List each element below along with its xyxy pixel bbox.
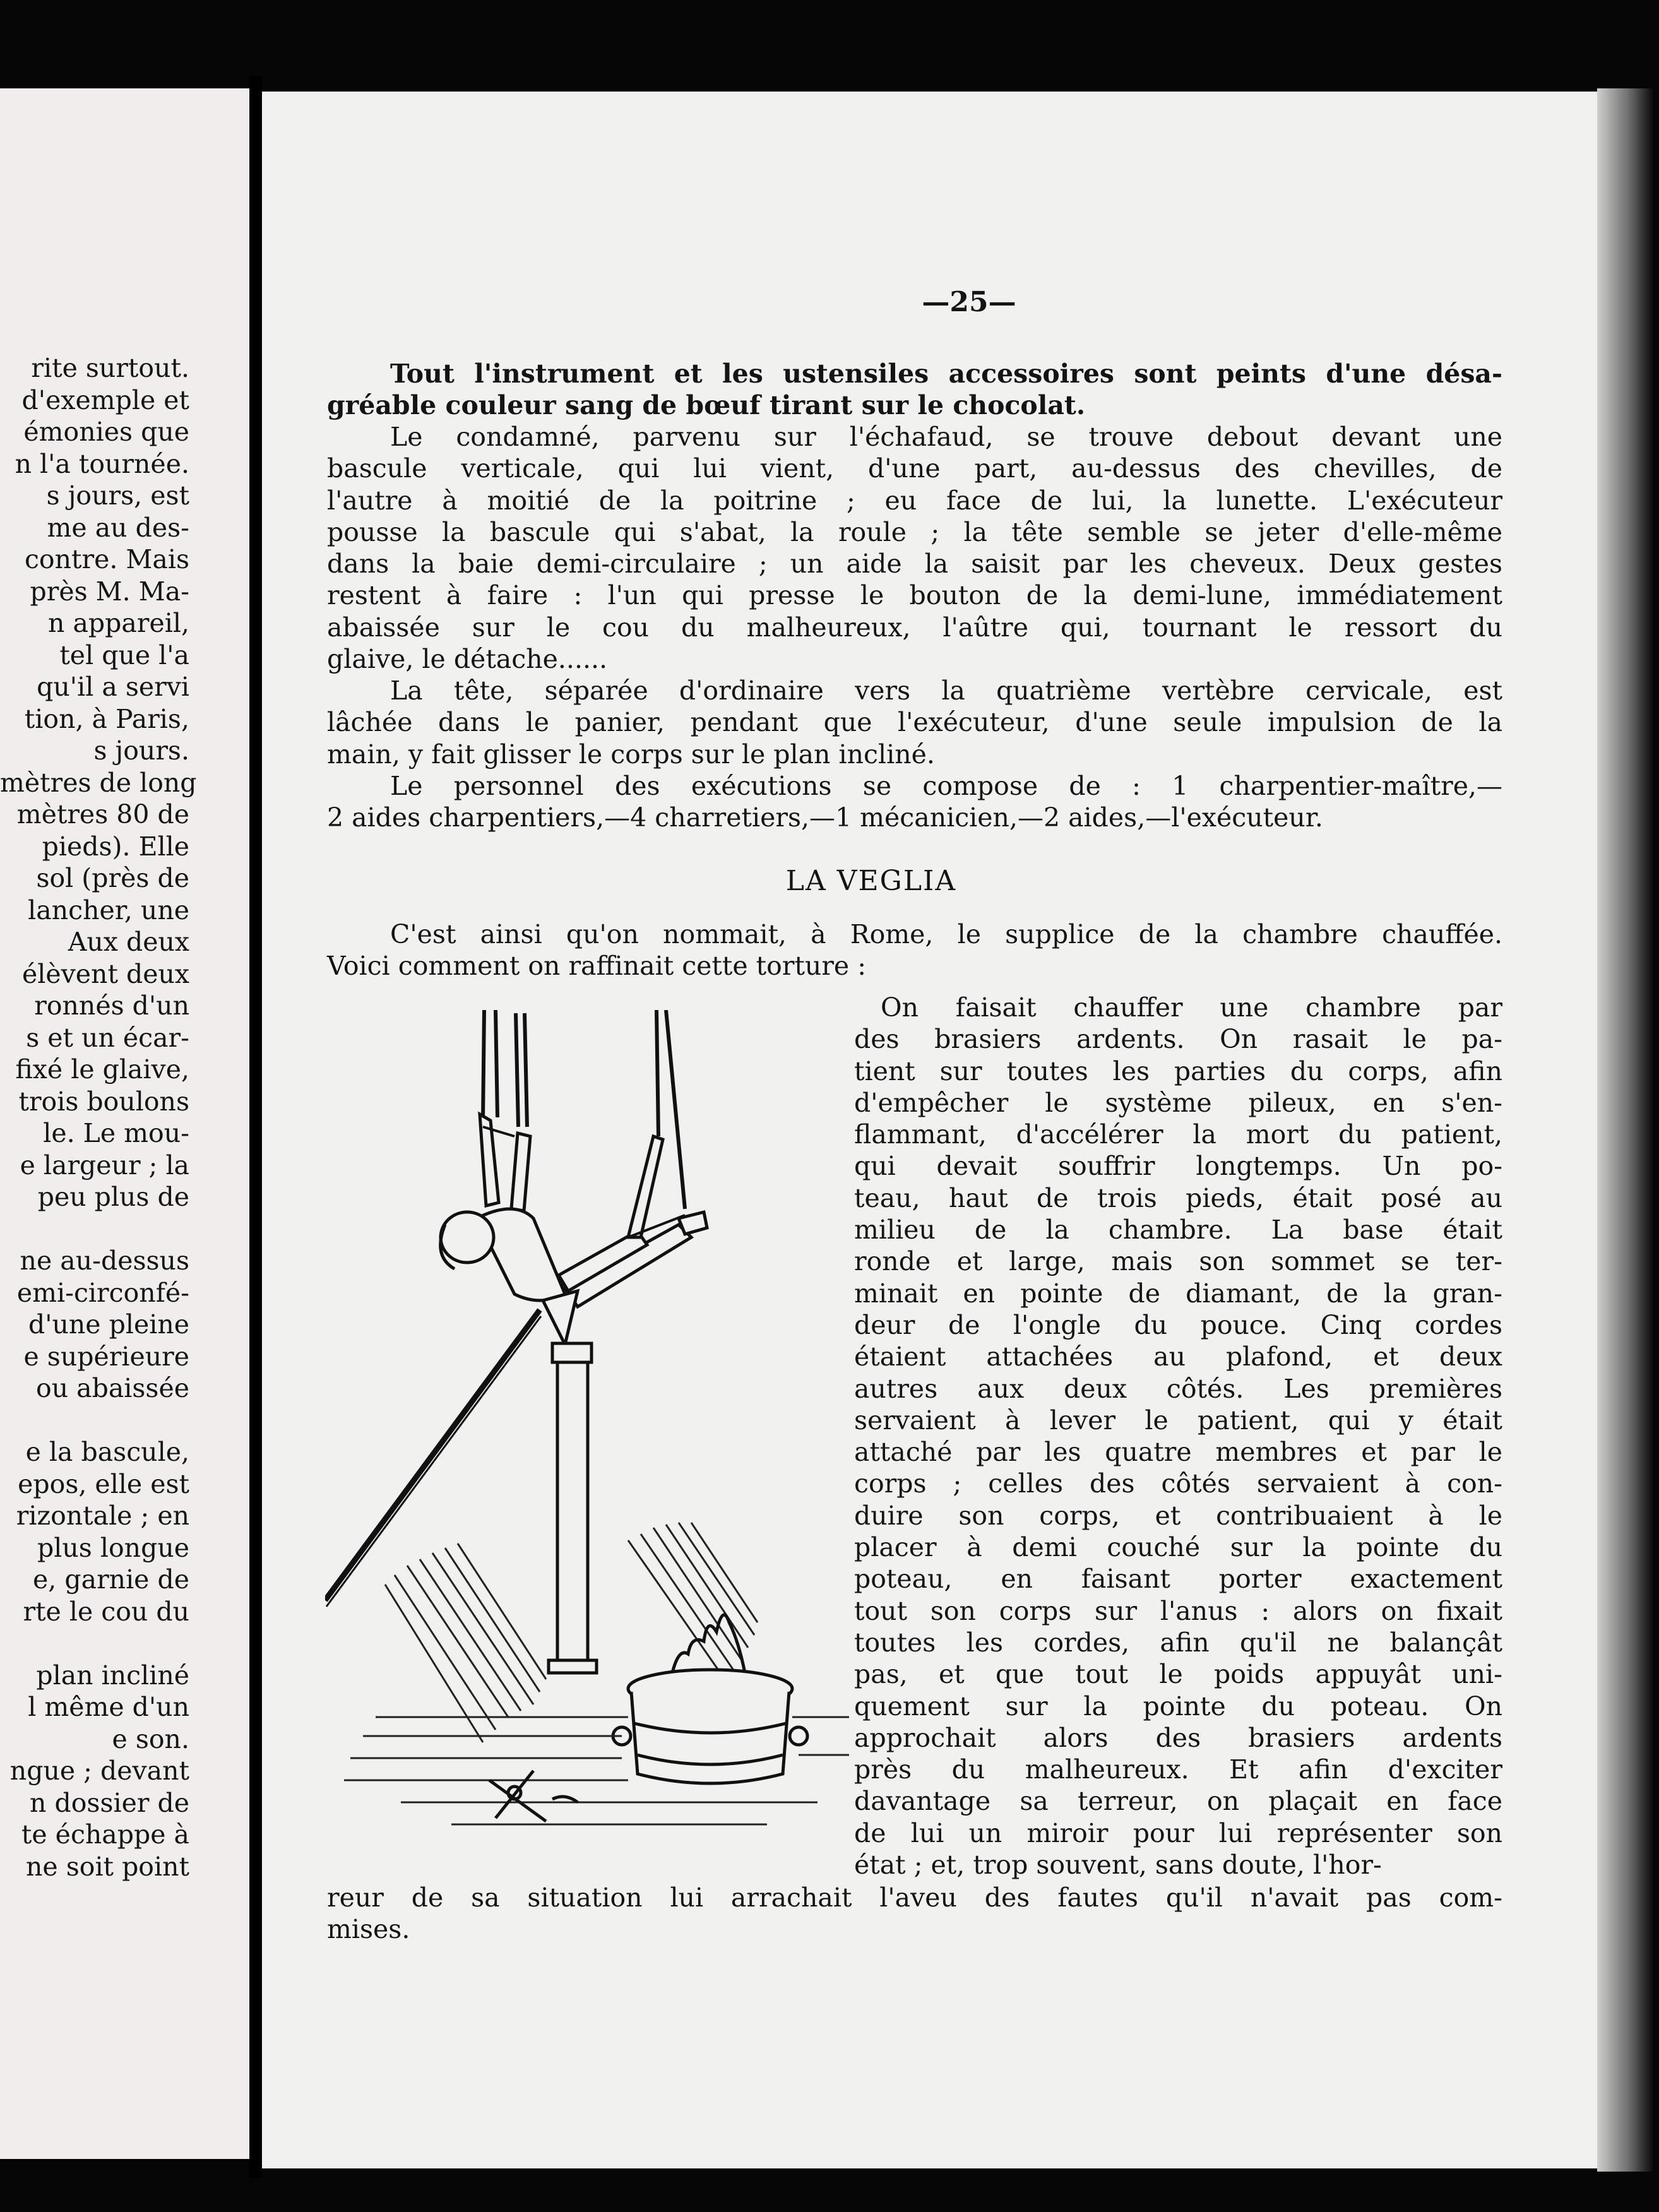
left-page-line: élèvent deux — [21, 958, 189, 989]
left-page-line: contre. Mais — [24, 544, 189, 574]
left-page-line: près M. Ma- — [30, 576, 189, 607]
text-line: Le condamné, parvenu sur l'échafaud, se trouve debout devant une — [390, 422, 1502, 452]
text-line: près du malheureux. Et afin d'exciter — [854, 1754, 1502, 1785]
text-line: autres aux deux côtés. Les premières — [854, 1373, 1502, 1404]
text-line: flammant, d'accélérer la mort du patient, — [854, 1119, 1502, 1150]
text-line: abaissée sur le cou du malheureux, l'aûtre qui, tournant le ressort du — [327, 612, 1502, 643]
text-line: pas, et que tout le poids appuyât uni- — [854, 1659, 1502, 1690]
left-page-line: e largeur ; la — [20, 1150, 189, 1180]
text-line: lâchée dans le panier, pendant que l'exécuteur, d'une seule impulsion de la — [327, 707, 1502, 738]
left-page-line: le. Le mou- — [43, 1118, 189, 1148]
text-line: main, y fait glisser le corps sur le plan incliné. — [327, 739, 935, 770]
text-line: ronde et large, mais son sommet se ter- — [854, 1246, 1502, 1277]
paragraph-veglia-ending — [327, 1882, 1502, 1946]
text-line: C'est ainsi qu'on nommait, à Rome, le supplice de la chambre chauffée. — [390, 919, 1502, 949]
paragraph-intro-veglia — [327, 919, 1502, 982]
left-page-line: d'une pleine — [28, 1309, 189, 1340]
left-page-line: e supérieure — [23, 1341, 189, 1372]
left-page-line: ronnés d'un — [34, 990, 189, 1021]
left-page-line: ne soit point — [26, 1851, 189, 1882]
tongs — [489, 1771, 578, 1821]
text-line: l'autre à moitié de la poitrine ; eu face de lui, la lunette. L'exécuteur — [327, 485, 1502, 516]
text-line: minait en pointe de diamant, de la gran- — [854, 1278, 1502, 1309]
paragraph-personnel — [327, 770, 1502, 834]
left-page-line: n dossier de — [30, 1787, 189, 1818]
book-gutter — [249, 76, 262, 2178]
text-line: étaient attachées au plafond, et deux — [854, 1341, 1502, 1372]
left-page-line: s jours. — [93, 735, 189, 766]
left-page-line: ou abaissée — [36, 1373, 189, 1403]
left-page-line: me au des- — [47, 512, 189, 543]
left-page-line: rte le cou du — [23, 1596, 189, 1627]
main-page — [262, 92, 1607, 2168]
left-page-line — [0, 1405, 189, 1437]
text-line: deur de l'ongle du pouce. Cinq cordes — [854, 1309, 1502, 1340]
text-line: gréable couleur sang de bœuf tirant sur le chocolat. — [327, 390, 1086, 421]
left-page-text — [0, 352, 197, 1882]
text-line: dans la baie demi-circulaire ; un aide la saisit par les cheveux. Deux gestes — [327, 549, 1502, 580]
text-line: On faisait chauffer une chambre par — [881, 992, 1502, 1023]
text-line: glaive, le détache...... — [327, 644, 608, 675]
text-line: toutes les cordes, afin qu'il ne balançât — [854, 1627, 1502, 1658]
stake-post — [543, 1291, 597, 1673]
text-line: servaient à lever le patient, qui y était — [854, 1405, 1502, 1436]
text-line: La tête, séparée d'ordinaire vers la quatrième vertèbre cervicale, est — [390, 675, 1502, 706]
left-page-line: trois boulons — [18, 1086, 189, 1117]
text-line: attaché par les quatre membres et par le — [854, 1437, 1502, 1468]
text-line: de lui un miroir pour lui représenter son — [854, 1817, 1502, 1848]
text-line: davantage sa terreur, on plaçait en face — [854, 1786, 1502, 1817]
left-page-line: Aux deux — [68, 927, 189, 957]
suspended-figure — [441, 1114, 707, 1307]
left-page-line: pieds). Elle — [42, 831, 189, 862]
paragraph-tete — [327, 675, 1502, 770]
left-page-line: e la bascule, — [25, 1437, 189, 1467]
text-line: pousse la bascule qui s'abat, la roule ; la tête semble se jeter d'elle-même — [327, 516, 1502, 547]
paragraph-instrument — [327, 358, 1502, 422]
text-line: approchait alors des brasiers ardents — [854, 1722, 1502, 1753]
left-page-line: tel que l'a — [59, 639, 189, 670]
text-line: Tout l'instrument et les ustensiles accessoires sont peints d'une désa- — [390, 359, 1502, 389]
left-page-line: epos, elle est — [18, 1468, 189, 1499]
left-page-line: peu plus de — [37, 1182, 189, 1212]
left-page-line: s et un écar- — [26, 1022, 189, 1053]
left-page-line: e son. — [112, 1723, 189, 1754]
paragraph-veglia-description — [854, 992, 1502, 1881]
text-line: placer à demi couché sur la pointe du — [854, 1532, 1502, 1563]
text-line: qui devait souffrir longtemps. Un po- — [854, 1151, 1502, 1182]
page-edge-shadow — [1597, 88, 1654, 2172]
text-line: Le personnel des exécutions se compose de : 1 charpentier-maître,— — [390, 771, 1502, 801]
text-line: restent à faire : l'un qui presse le bouton de la demi-lune, immédiatement — [327, 580, 1502, 611]
left-page-line: qu'il a servi — [37, 672, 189, 702]
left-page-line: plan incliné — [36, 1660, 189, 1691]
left-page-fragment — [0, 88, 249, 2159]
text-line: corps ; celles des côtés servaient à con- — [854, 1468, 1502, 1499]
left-page-line: mètres de long — [0, 767, 197, 798]
left-page-line: s jours, est — [46, 480, 189, 511]
left-page-line: ngue ; devant — [9, 1756, 189, 1786]
section-heading: LA VEGLIA — [785, 865, 957, 897]
brazier — [613, 1615, 807, 1783]
text-line: des brasiers ardents. On rasait le pa- — [854, 1024, 1502, 1055]
left-page-line: rite surtout. — [31, 353, 189, 383]
torture-engraving-illustration — [325, 1010, 849, 1837]
left-page-line — [0, 1213, 189, 1246]
text-line: 2 aides charpentiers,—4 charretiers,—1 mécanicien,—2 aides,—l'exécuteur. — [327, 802, 1323, 833]
left-page-line: sol (près de — [36, 863, 189, 893]
left-page-line: plus longue — [37, 1532, 189, 1563]
left-page-line: émonies que — [23, 417, 189, 447]
left-page-line: ne au-dessus — [20, 1246, 189, 1276]
text-line: tient sur toutes les parties du corps, afin — [854, 1055, 1502, 1086]
left-page-line: te échappe à — [21, 1819, 189, 1850]
text-line: duire son corps, et contribuaient à le — [854, 1500, 1502, 1531]
text-line: d'empêcher le système pileux, en s'en- — [854, 1087, 1502, 1118]
left-page-line: n l'a tournée. — [15, 448, 189, 479]
text-line: Voici comment on raffinait cette torture : — [327, 951, 867, 982]
left-page-line: e, garnie de — [33, 1564, 189, 1595]
text-line: reur de sa situation lui arrachait l'aveu des fautes qu'il n'avait pas com- — [327, 1882, 1502, 1913]
guide-pole — [325, 1310, 540, 1600]
text-line: quement sur la pointe du poteau. On — [854, 1691, 1502, 1721]
left-page-line — [0, 1627, 189, 1660]
left-page-line: d'exemple et — [21, 384, 189, 415]
left-page-line: emi-circonfé- — [16, 1277, 189, 1308]
left-page-line: fixé le glaive, — [15, 1054, 189, 1085]
text-line: bascule verticale, qui lui vient, d'une part, au-dessus des chevilles, de — [327, 453, 1502, 484]
text-line: poteau, en faisant porter exactement — [854, 1564, 1502, 1595]
left-page-line: l même d'un — [28, 1692, 189, 1722]
text-line: état ; et, trop souvent, sans doute, l'hor- — [854, 1850, 1382, 1881]
left-page-line: lancher, une — [28, 895, 189, 925]
text-line: milieu de la chambre. La base était — [854, 1215, 1502, 1246]
left-page-line: rizontale ; en — [16, 1501, 189, 1531]
left-page-line: n appareil, — [48, 608, 189, 638]
text-line: mises. — [327, 1914, 410, 1945]
paragraph-condamne — [327, 421, 1502, 675]
left-page-line: mètres 80 de — [16, 799, 189, 830]
page-number: —25— — [922, 286, 1016, 318]
text-line: tout son corps sur l'anus : alors on fixait — [854, 1595, 1502, 1626]
text-line: teau, haut de trois pieds, était posé au — [854, 1182, 1502, 1213]
left-page-line: tion, à Paris, — [24, 703, 189, 734]
